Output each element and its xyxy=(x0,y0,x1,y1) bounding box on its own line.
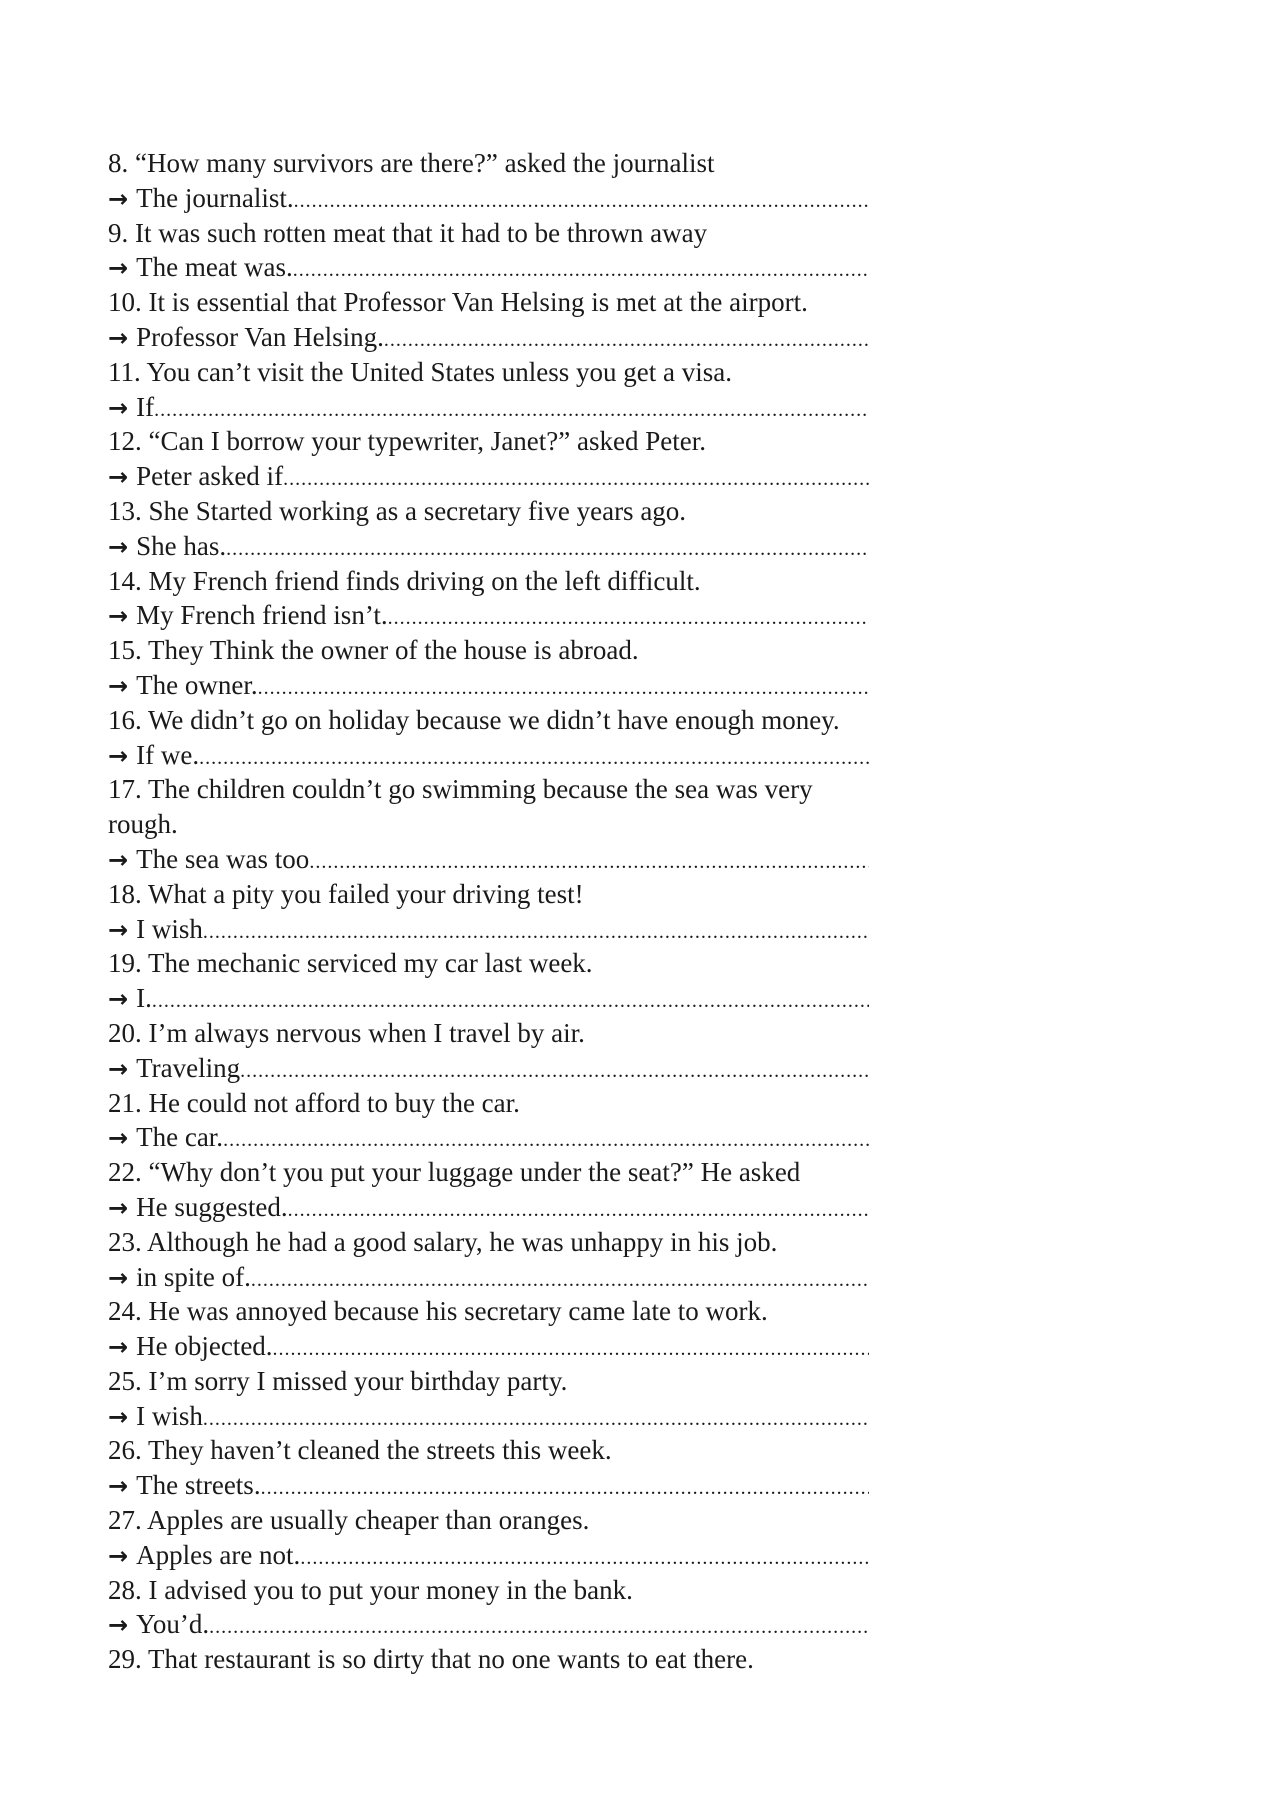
question-16: 16. We didn’t go on holiday because we didn’t have enough money. xyxy=(108,704,840,735)
answer-line-21 xyxy=(108,1120,869,1155)
answer-stem-24: He objected. xyxy=(136,1331,273,1362)
arrow-right-icon: → xyxy=(108,1402,129,1431)
answer-stem-21: The car. xyxy=(136,1122,224,1153)
answer-blank-22 xyxy=(288,1193,869,1228)
answer-line-22 xyxy=(108,1190,869,1225)
answer-stem-17: The sea was too xyxy=(136,843,310,874)
answer-line-8 xyxy=(108,181,869,216)
answer-line-11 xyxy=(108,390,869,425)
answer-line-18 xyxy=(108,912,869,947)
arrow-right-icon: → xyxy=(108,602,129,631)
question-18: 18. What a pity you failed your driving test! xyxy=(108,878,584,909)
question-13: 13. She Started working as a secretary five years ago. xyxy=(108,495,687,526)
question-29: 29. That restaurant is so dirty that no one wants to eat there. xyxy=(108,1644,754,1675)
arrow-right-icon: → xyxy=(108,915,129,944)
arrow-right-icon: → xyxy=(108,1472,129,1501)
answer-line-19 xyxy=(108,981,869,1016)
question-24: 24. He was annoyed because his secretary came late to work. xyxy=(108,1296,768,1327)
question-26: 26. They haven’t cleaned the streets this week. xyxy=(108,1435,612,1466)
arrow-right-icon: → xyxy=(108,323,129,352)
answer-stem-9: The meat was. xyxy=(136,252,293,283)
answer-stem-15: The owner. xyxy=(136,669,258,700)
answer-line-16 xyxy=(108,738,869,773)
answer-blank-16 xyxy=(199,741,869,776)
answer-blank-13 xyxy=(226,532,869,567)
arrow-right-icon: → xyxy=(108,1263,129,1292)
arrow-right-icon: → xyxy=(108,532,129,561)
answer-blank-10 xyxy=(384,323,869,358)
answer-stem-11: If xyxy=(136,391,155,422)
answer-stem-25: I wish xyxy=(136,1400,203,1431)
answer-stem-27: Apples are not. xyxy=(136,1539,301,1570)
answer-line-15 xyxy=(108,668,869,703)
worksheet xyxy=(108,146,968,1677)
question-15: 15. They Think the owner of the house is abroad. xyxy=(108,635,639,666)
answer-stem-28: You’d. xyxy=(136,1609,210,1640)
question-17-continued: rough. xyxy=(108,809,178,840)
answer-blank-15 xyxy=(258,671,869,706)
question-8: 8. “How many survivors are there?” asked the journalist xyxy=(108,148,715,178)
arrow-right-icon: → xyxy=(108,671,129,700)
arrow-right-icon: → xyxy=(108,1333,129,1362)
answer-blank-11 xyxy=(154,393,869,428)
question-14: 14. My French friend finds driving on the left difficult. xyxy=(108,565,701,596)
arrow-right-icon: → xyxy=(108,741,129,770)
arrow-right-icon: → xyxy=(108,1193,129,1222)
question-25: 25. I’m sorry I missed your birthday party. xyxy=(108,1365,568,1396)
answer-line-9 xyxy=(108,250,869,285)
answer-blank-17 xyxy=(309,845,869,880)
question-19: 19. The mechanic serviced my car last week. xyxy=(108,948,593,979)
question-9: 9. It was such rotten meat that it had to be thrown away xyxy=(108,217,708,248)
answer-blank-20 xyxy=(240,1054,869,1089)
answer-blank-25 xyxy=(203,1402,869,1437)
answer-blank-21 xyxy=(223,1123,869,1158)
answer-blank-14 xyxy=(388,601,869,636)
answer-line-23 xyxy=(108,1260,869,1295)
answer-line-12 xyxy=(108,459,869,494)
question-17: 17. The children couldn’t go swimming because the sea was very xyxy=(108,774,813,805)
question-22: 22. “Why don’t you put your luggage under the seat?” He asked xyxy=(108,1157,801,1188)
answer-stem-19: I. xyxy=(136,983,152,1014)
answer-line-26 xyxy=(108,1468,869,1503)
answer-blank-26 xyxy=(261,1471,869,1506)
question-11: 11. You can’t visit the United States unless you get a visa. xyxy=(108,356,732,387)
answer-stem-14: My French friend isn’t. xyxy=(136,600,388,631)
arrow-right-icon: → xyxy=(108,845,129,874)
arrow-right-icon: → xyxy=(108,463,129,492)
answer-stem-12: Peter asked if xyxy=(136,461,284,492)
question-27: 27. Apples are usually cheaper than oranges. xyxy=(108,1505,590,1536)
answer-blank-9 xyxy=(293,253,869,288)
answer-line-25 xyxy=(108,1399,869,1434)
answer-line-14 xyxy=(108,598,869,633)
arrow-right-icon: → xyxy=(108,393,129,422)
answer-blank-28 xyxy=(209,1610,869,1645)
answer-stem-8: The journalist. xyxy=(136,182,294,213)
question-12: 12. “Can I borrow your typewriter, Janet?” asked Peter. xyxy=(108,426,706,457)
answer-blank-18 xyxy=(203,915,869,950)
answer-line-28 xyxy=(108,1607,869,1642)
question-28: 28. I advised you to put your money in the bank. xyxy=(108,1574,633,1605)
arrow-right-icon: → xyxy=(108,1541,129,1570)
answer-stem-18: I wish xyxy=(136,913,203,944)
arrow-right-icon: → xyxy=(108,1611,129,1640)
arrow-right-icon: → xyxy=(108,1054,129,1083)
answer-stem-23: in spite of. xyxy=(136,1261,251,1292)
answer-stem-20: Traveling xyxy=(136,1052,241,1083)
answer-line-20 xyxy=(108,1051,869,1086)
answer-blank-27 xyxy=(300,1541,869,1576)
answer-stem-10: Professor Van Helsing. xyxy=(136,321,384,352)
question-10: 10. It is essential that Professor Van Helsing is met at the airport. xyxy=(108,287,808,318)
answer-line-27 xyxy=(108,1538,869,1573)
answer-line-24 xyxy=(108,1329,869,1364)
answer-blank-12 xyxy=(283,462,869,497)
answer-line-17 xyxy=(108,842,869,877)
answer-blank-8 xyxy=(294,184,869,219)
answer-stem-16: If we. xyxy=(136,739,200,770)
arrow-right-icon: → xyxy=(108,254,129,283)
answer-blank-24 xyxy=(273,1332,869,1367)
answer-blank-19 xyxy=(152,984,869,1019)
answer-stem-26: The streets. xyxy=(136,1470,261,1501)
arrow-right-icon: → xyxy=(108,1124,129,1153)
answer-line-13 xyxy=(108,529,869,564)
answer-stem-13: She has. xyxy=(136,530,227,561)
question-20: 20. I’m always nervous when I travel by air. xyxy=(108,1017,585,1048)
answer-blank-23 xyxy=(251,1263,869,1298)
question-23: 23. Although he had a good salary, he was unhappy in his job. xyxy=(108,1226,778,1257)
question-21: 21. He could not afford to buy the car. xyxy=(108,1087,520,1118)
arrow-right-icon: → xyxy=(108,184,129,213)
arrow-right-icon: → xyxy=(108,985,129,1014)
answer-stem-22: He suggested. xyxy=(136,1191,288,1222)
answer-line-10 xyxy=(108,320,869,355)
